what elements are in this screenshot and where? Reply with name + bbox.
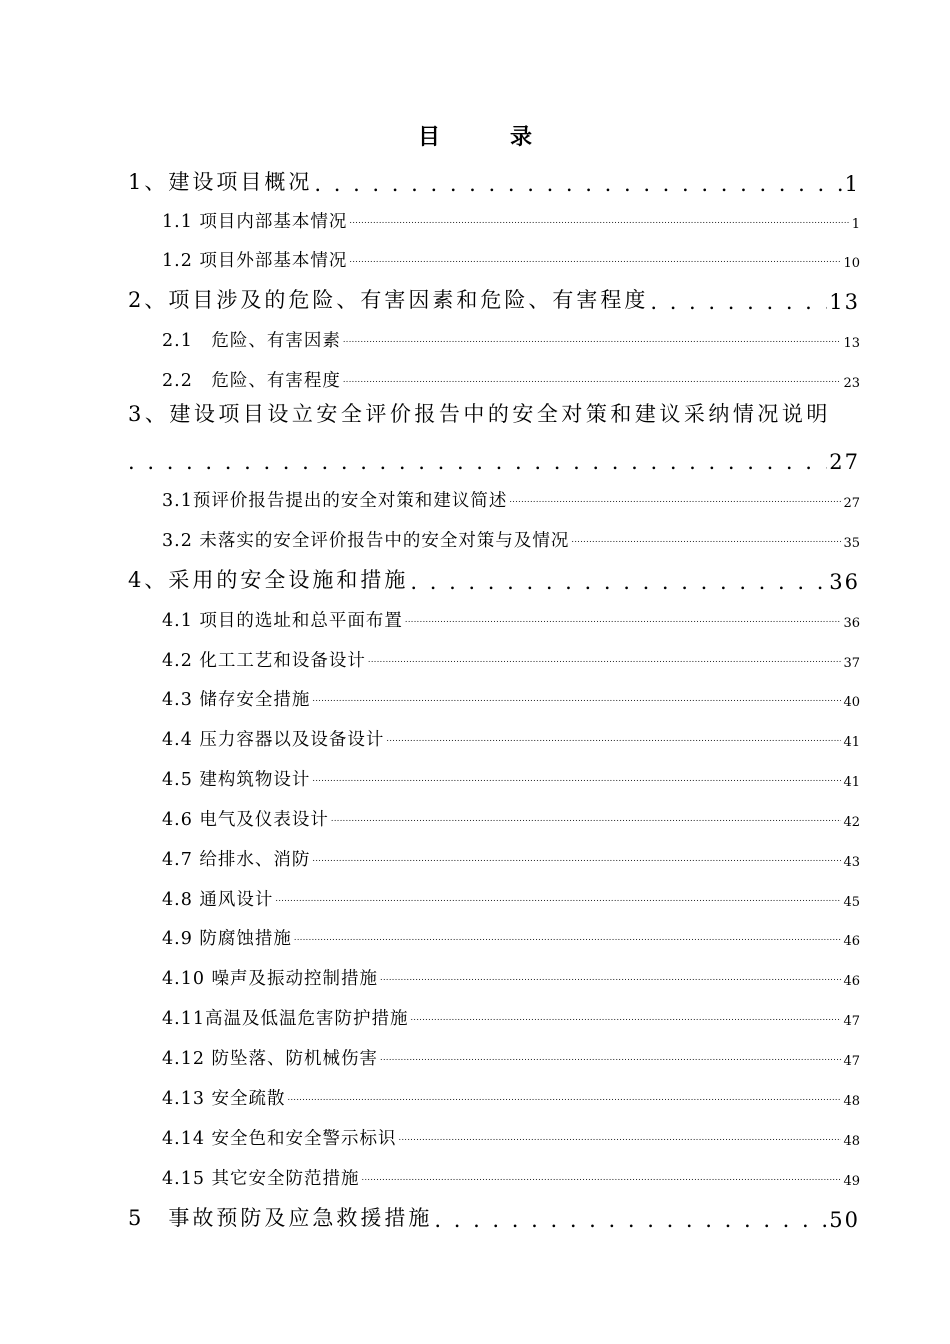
toc-entry-page: 49 <box>843 1174 860 1189</box>
toc-entry-page: 41 <box>843 775 860 790</box>
toc-entry-page: 1 <box>851 217 860 232</box>
toc-leader-dots <box>399 1125 842 1145</box>
toc-leader-dots <box>331 806 842 826</box>
toc-entry-3-2[interactable] <box>162 522 860 552</box>
toc-entry-2-1[interactable] <box>162 322 860 352</box>
toc-entry-page: 48 <box>843 1134 860 1149</box>
toc-entry-label: 4、采用的安全设施和措施 <box>128 568 409 592</box>
toc-entry-label: 4.11高温及低温危害防护措施 <box>162 1009 409 1029</box>
toc-leader-dots <box>650 290 827 314</box>
toc-entry-label: 4.6 电气及仪表设计 <box>162 810 329 830</box>
toc-entry-label: 4.2 化工工艺和设备设计 <box>162 651 366 671</box>
toc-entry-5[interactable] <box>128 1196 860 1232</box>
toc-entry-label: 1.2 项目外部基本情况 <box>162 251 348 271</box>
toc-entry-4-7[interactable] <box>162 841 860 871</box>
toc-entry-label: 4.4 压力容器以及设备设计 <box>162 730 385 750</box>
toc-entry-4-14[interactable] <box>162 1120 860 1150</box>
toc-leader-dots <box>312 846 841 866</box>
toc-entry-label: 4.10 噪声及振动控制措施 <box>162 969 379 989</box>
toc-entry-label: 1、建设项目概况 <box>128 170 313 194</box>
toc-entry-page: 23 <box>843 376 860 391</box>
toc-entry-4-9[interactable] <box>162 920 860 950</box>
toc-leader-dots <box>509 487 841 507</box>
toc-entry-page: 37 <box>843 656 860 671</box>
toc-leader-dots <box>410 1005 841 1025</box>
toc-entry-label: 2.1 危险、有害因素 <box>162 331 341 351</box>
toc-entry-4-15[interactable] <box>162 1160 860 1190</box>
toc-entry-4-11[interactable] <box>162 1000 860 1030</box>
toc-entry-4-8[interactable] <box>162 881 860 911</box>
toc-leader-dots <box>434 1208 827 1232</box>
toc-entry-label: 4.15 其它安全防范措施 <box>162 1169 360 1189</box>
toc-entry-page: 45 <box>843 895 860 910</box>
toc-entry-page: 42 <box>843 815 860 830</box>
toc-entry-2[interactable] <box>128 278 860 314</box>
toc-leader-dots <box>343 367 842 387</box>
toc-entry-page: 50 <box>829 1208 860 1232</box>
toc-entry-1[interactable] <box>128 160 860 196</box>
toc-entry-4-3[interactable] <box>162 681 860 711</box>
toc-entry-4-2[interactable] <box>162 642 860 672</box>
toc-entry-4-1[interactable] <box>162 602 860 632</box>
toc-entry-label: 4.8 通风设计 <box>162 890 274 910</box>
toc-entry-page: 40 <box>843 695 860 710</box>
toc-entry-4-6[interactable] <box>162 801 860 831</box>
toc-leader-dots <box>405 607 842 627</box>
toc-entry-1-1[interactable] <box>162 203 860 233</box>
toc-leader-dots <box>312 766 841 786</box>
toc-leader-dots <box>294 925 842 945</box>
toc-entry-4-4[interactable] <box>162 721 860 751</box>
toc-entry-label: 5 事故预防及应急救援措施 <box>128 1206 433 1230</box>
toc-leader-dots <box>386 726 841 746</box>
toc-leader-dots <box>410 570 827 594</box>
toc-leader-dots <box>571 527 841 547</box>
toc-entry-page: 27 <box>843 496 860 511</box>
toc-entry-label: 2.2 危险、有害程度 <box>162 371 341 391</box>
toc-entry-label: 4.9 防腐蚀措施 <box>162 929 292 949</box>
toc-entry-page: 1 <box>844 172 860 196</box>
toc-entry-label: 3.1预评价报告提出的安全对策和建议简述 <box>162 491 508 511</box>
toc-entry-page: 36 <box>843 616 860 631</box>
toc-entry-4-13[interactable] <box>162 1080 860 1110</box>
toc-entry-label: 3、建设项目设立安全评价报告中的安全对策和建议采纳情况说明 <box>128 402 831 426</box>
toc-entry-label: 1.1 项目内部基本情况 <box>162 212 348 232</box>
toc-leader-dots <box>314 172 842 196</box>
toc-entry-page: 41 <box>843 735 860 750</box>
toc-entry-label: 4.5 建构筑物设计 <box>162 770 311 790</box>
toc-entry-2-2[interactable] <box>162 362 860 392</box>
toc-leader-dots <box>288 1085 842 1105</box>
toc-entry-page: 46 <box>843 934 860 949</box>
toc-entry-label: 4.3 储存安全措施 <box>162 690 311 710</box>
toc-leader-dots <box>362 1165 842 1185</box>
toc-entry-page: 13 <box>829 290 860 314</box>
toc-entry-page: 10 <box>843 256 860 271</box>
toc-entry-label: 2、项目涉及的危险、有害因素和危险、有害程度 <box>128 288 649 312</box>
toc-leader-dots <box>349 208 849 228</box>
toc-entry-page: 47 <box>843 1054 860 1069</box>
toc-entry-page: 46 <box>843 974 860 989</box>
toc-leader-dots <box>349 247 841 267</box>
toc-entry-label: 4.7 给排水、消防 <box>162 850 311 870</box>
toc-entry-page: 27 <box>829 450 860 474</box>
toc-entry-page: 43 <box>843 855 860 870</box>
toc-leader-dots <box>368 647 842 667</box>
toc-entry-4[interactable] <box>128 558 860 594</box>
toc-entry-label: 4.12 防坠落、防机械伤害 <box>162 1049 379 1069</box>
toc-entry-label: 3.2 未落实的安全评价报告中的安全对策与及情况 <box>162 531 570 551</box>
toc-entry-3[interactable] <box>128 438 860 474</box>
page-title: 目 录 <box>417 124 556 150</box>
toc-entry-page: 35 <box>843 536 860 551</box>
toc-entry-4-10[interactable] <box>162 960 860 990</box>
toc-entry-3-label-line[interactable] <box>128 398 860 428</box>
toc-entry-3-1[interactable] <box>162 482 860 512</box>
toc-leader-dots <box>312 686 841 706</box>
toc-entry-label: 4.14 安全色和安全警示标识 <box>162 1129 397 1149</box>
toc-entry-4-12[interactable] <box>162 1040 860 1070</box>
toc-entry-label: 4.1 项目的选址和总平面布置 <box>162 611 403 631</box>
toc-leader-dots <box>380 1045 841 1065</box>
toc-entry-page: 48 <box>843 1094 860 1109</box>
toc-leader-dots <box>380 965 841 985</box>
toc-leader-dots <box>128 450 827 474</box>
toc-entry-page: 36 <box>829 570 860 594</box>
toc-leader-dots <box>343 327 842 347</box>
toc-entry-page: 13 <box>843 336 860 351</box>
toc-entry-label: 4.13 安全疏散 <box>162 1089 286 1109</box>
toc-entry-4-5[interactable] <box>162 761 860 791</box>
toc-leader-dots <box>275 886 841 906</box>
toc-entry-page: 47 <box>843 1014 860 1029</box>
toc-entry-1-2[interactable] <box>162 242 860 272</box>
